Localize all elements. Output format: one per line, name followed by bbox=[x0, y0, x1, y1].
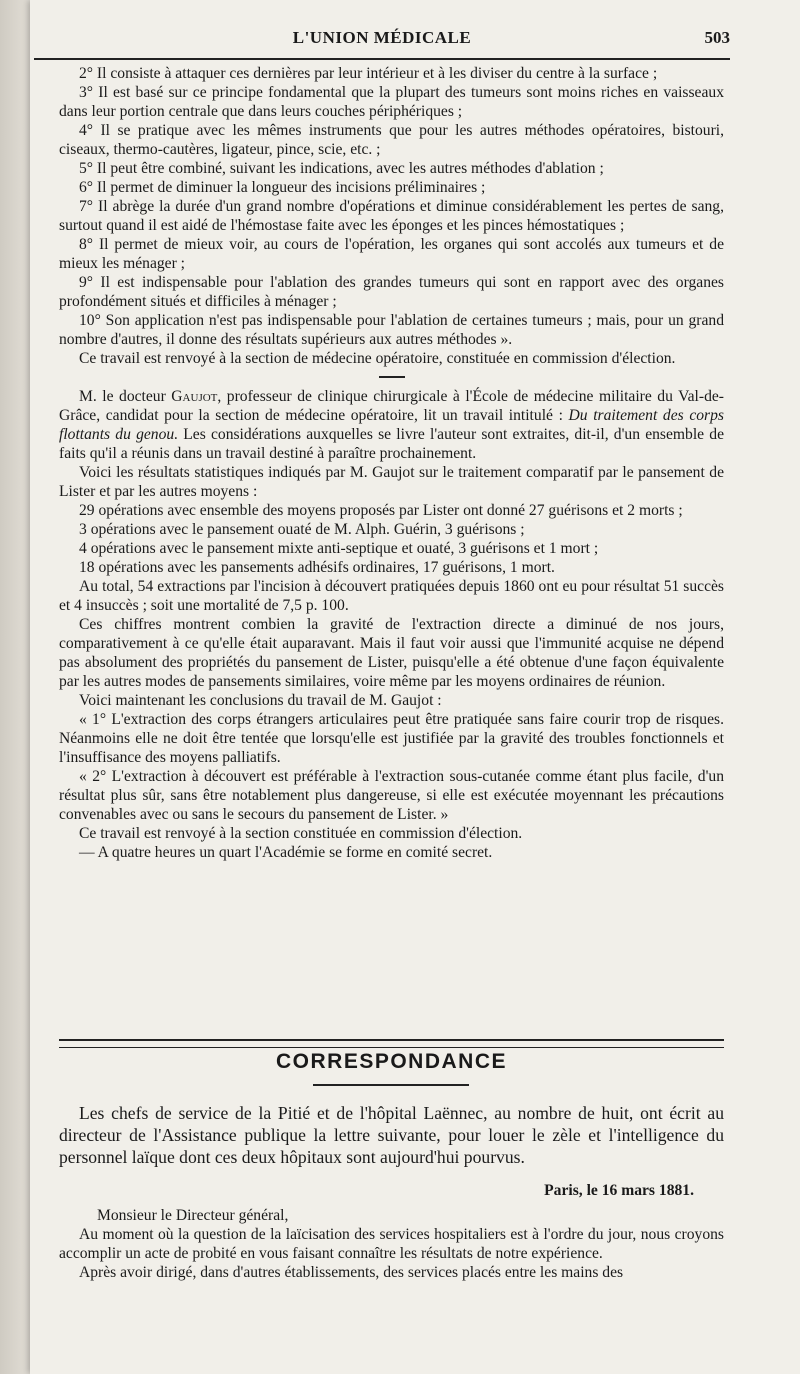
stats-item: 18 opérations avec les pansements adhésifs ordinaires, 17 guérisons, 1 mort. bbox=[79, 559, 555, 576]
figures-comment: Ces chiffres montrent combien la gravité de l'extraction directe a diminué de nos jours, comparativement à ce qu'elle était auparavant. Mais il faut voir aussi que l'immunité acquise ne dépend pas absolument des propriétés du pansement de Lister, puisqu'elle a été obtenue d'une façon équivalente par les autres modes de pansements similaires, voire même par les moyens ordinaires de réunion. bbox=[59, 616, 724, 690]
conclusion-item: « 1° L'extraction des corps étrangers articulaires peut être pratiquée sans faire courir trop de risques. Néanmoins elle ne doit être tentée que lorsqu'elle est justifiée par la gravité des troubles fonctionnels et l'insuffisance des moyens palliatifs. bbox=[59, 711, 724, 766]
section-title: CORRESPONDANCE bbox=[275, 1050, 508, 1073]
lead-paragraph: Les chefs de service de la Pitié et de l'hôpital Laënnec, au nombre de huit, ont écrit au directeur de l'Assistance publique la lettre suivante, pour louer le zèle et l'intelligence du personnel laïque dont ces deux hôpitaux sont aujourd'hui pourvus. bbox=[59, 1103, 724, 1167]
gaujot-intro-paragraph bbox=[59, 387, 724, 463]
total-paragraph: Au total, 54 extractions par l'incision à découvert pratiquées depuis 1860 ont eu pour résultat 51 succès et 4 insuccès ; soit une mortalité de 7,5 p. 100. bbox=[59, 578, 724, 614]
list-item: 8° Il permet de mieux voir, au cours de l'opération, les organes qui sont accolés aux tumeurs et de mieux les ménager ; bbox=[59, 236, 724, 272]
conclusion-item: « 2° L'extraction à découvert est préférable à l'extraction sous-cutanée comme étant plus facile, d'un résultat plus sûr, sans être notablement plus dangereuse, si elle est exécutée moyennant les précautions convenables avec ou sans le secours du pansement de Lister. » bbox=[59, 768, 724, 823]
list-item: 4° Il se pratique avec les mêmes instruments que pour les autres méthodes opératoires, bistouri, ciseaux, thermo-cautères, ligateur, pince, scie, etc. ; bbox=[59, 122, 724, 158]
conclusions-intro: Voici maintenant les conclusions du travail de M. Gaujot : bbox=[79, 692, 442, 709]
list-item: 5° Il peut être combiné, suivant les indications, avec les autres méthodes d'ablation ; bbox=[79, 160, 604, 177]
stats-item: 29 opérations avec ensemble des moyens proposés par Lister ont donné 27 guérisons et 2 morts ; bbox=[79, 502, 683, 519]
article-body bbox=[59, 64, 724, 862]
list-item: 7° Il abrège la durée d'un grand nombre d'opérations et diminue considérablement les pertes de sang, surtout quand il est aidé de l'hémostase faite avec les éponges et les pinces hémostatiques ; bbox=[59, 198, 724, 234]
header-rule bbox=[34, 58, 730, 60]
correspondance-lead bbox=[59, 1102, 724, 1168]
stats-item: 4 opérations avec le pansement mixte anti-septique et ouaté, 3 guérisons et 1 mort ; bbox=[79, 540, 599, 557]
running-title: L'UNION MÉDICALE bbox=[292, 28, 472, 47]
list-item: 3° Il est basé sur ce principe fondamental que la plupart des tumeurs sont moins riches en vaisseaux dans leur portion centrale que dans leurs couches périphériques ; bbox=[59, 84, 724, 120]
referral-paragraph: Ce travail est renvoyé à la section de médecine opératoire, constituée en commission d'élection. bbox=[79, 350, 676, 367]
stats-item: 3 opérations avec le pansement ouaté de M. Alph. Guérin, 3 guérisons ; bbox=[79, 521, 525, 538]
referral-paragraph: Ce travail est renvoyé à la section constituée en commission d'élection. bbox=[79, 825, 523, 842]
intro-text: M. le docteur bbox=[79, 388, 172, 405]
stats-intro: Voici les résultats statistiques indiqués par M. Gaujot sur le traitement comparatif par le pansement de Lister et par les autres moyens : bbox=[59, 464, 724, 500]
list-item: 10° Son application n'est pas indispensable pour l'ablation de certaines tumeurs ; mais, pour un grand nombre d'autres, il donne des résultats supérieurs aux autres méthodes ». bbox=[59, 312, 724, 348]
list-item: 9° Il est indispensable pour l'ablation des grandes tumeurs qui sont en rapport avec des organes profondément situés et difficiles à ménager ; bbox=[59, 274, 724, 310]
page-number: 503 bbox=[704, 28, 730, 47]
section-divider bbox=[59, 1039, 724, 1048]
work-title: Du traitement des corps flottants du genou. bbox=[59, 407, 724, 443]
author-name: Gaujot bbox=[171, 388, 218, 405]
page-header bbox=[34, 28, 730, 56]
letter-body bbox=[59, 1206, 724, 1282]
letter-paragraph: Après avoir dirigé, dans d'autres établissements, des services placés entre les mains des bbox=[79, 1264, 624, 1281]
intro-text: , professeur de clinique chirurgicale à l'École de médecine militaire du Val-de-Grâce, candidat pour la section de médecine opératoire, lit un travail intitulé : bbox=[59, 388, 724, 424]
letter-paragraph: Au moment où la question de la laïcisation des services hospitaliers est à l'ordre du jour, nous croyons accomplir un acte de probité en vous faisant connaître les résultats de notre expérience. bbox=[59, 1226, 724, 1262]
list-item: 2° Il consiste à attaquer ces dernières par leur intérieur et à les diviser du centre à la surface ; bbox=[79, 65, 658, 82]
letter-salutation: Monsieur le Directeur général, bbox=[97, 1207, 289, 1224]
closing-paragraph: — A quatre heures un quart l'Académie se forme en comité secret. bbox=[79, 844, 493, 861]
title-underline bbox=[313, 1084, 469, 1086]
binding-shadow bbox=[0, 0, 30, 1374]
intro-text: Les considérations auxquelles se livre l'auteur sont extraites, dit-il, d'un ensemble de faits qu'il a réunis dans un travail destiné à paraître prochainement. bbox=[59, 426, 724, 462]
letter-dateline: Paris, le 16 mars 1881. bbox=[544, 1182, 694, 1199]
list-item: 6° Il permet de diminuer la longueur des incisions préliminaires ; bbox=[79, 179, 486, 196]
section-separator bbox=[379, 376, 405, 378]
